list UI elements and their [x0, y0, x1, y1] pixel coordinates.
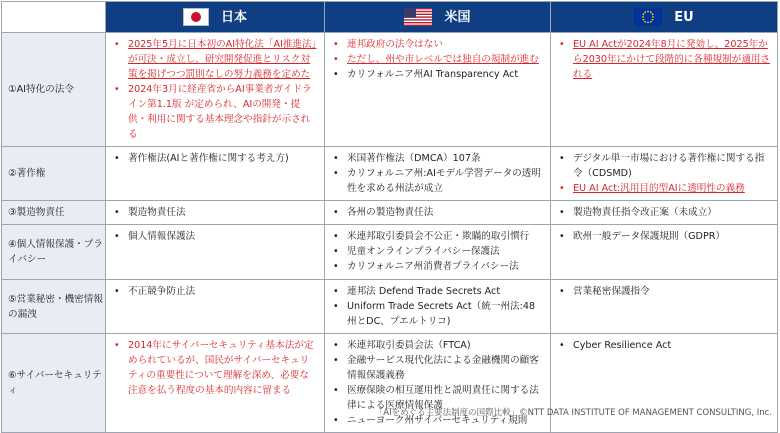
list-item [559, 229, 771, 244]
cell-us [325, 147, 551, 201]
cell-eu [551, 33, 778, 147]
list-item [114, 338, 318, 398]
list-item-text: 米国著作権法（DMCA）107条 [347, 153, 481, 164]
cell-jp [106, 280, 325, 334]
list-item-text: 営業秘密保護指令 [573, 286, 650, 297]
list-item-text: デジタル単一市場における著作権に関する指令（CDSMD) [573, 153, 765, 179]
list-item-text: カリフォルニア州:AIモデル学習データの透明性を求める州法が成立 [347, 168, 541, 194]
list-item-text: 連邦政府の法令はない [347, 39, 443, 50]
row-label: ②著作権 [2, 147, 106, 201]
list-item-text: 米連邦取引委員会不公正・欺瞞的取引慣行 [347, 231, 530, 242]
list-item [333, 229, 544, 244]
list-item [114, 37, 318, 82]
bullet-list [551, 225, 777, 248]
list-item [333, 205, 544, 220]
list-item [114, 229, 318, 244]
table-row [2, 147, 778, 201]
header-eu [551, 2, 778, 33]
list-item [114, 284, 318, 299]
list-item [333, 353, 544, 383]
list-item-text: 児童オンラインプライバシー保護法 [347, 246, 500, 257]
bullet-list [551, 334, 777, 357]
list-item [333, 284, 544, 299]
bullet-list [325, 147, 550, 200]
list-item [333, 52, 544, 67]
cell-jp [106, 201, 325, 225]
list-item [333, 338, 544, 353]
header-corner [2, 2, 106, 33]
table-row [2, 201, 778, 225]
header-usa-label: 米国 [444, 9, 471, 25]
list-item [559, 284, 771, 299]
bullet-list [106, 33, 324, 146]
list-item [114, 151, 318, 166]
list-item [333, 67, 544, 82]
list-item-text: Cyber Resilience Act [573, 340, 672, 351]
header-usa [325, 2, 551, 33]
list-item-text: 各州の製造物責任法 [347, 207, 434, 218]
list-item-text: EU AI Act:汎用目的型AIに透明性の義務 [573, 183, 745, 194]
table-row [2, 225, 778, 280]
cell-eu [551, 147, 778, 201]
table-row [2, 280, 778, 334]
bullet-list [106, 201, 324, 224]
list-item [333, 244, 544, 259]
bullet-list [325, 201, 550, 224]
list-item [114, 205, 318, 220]
list-item-text: 不正競争防止法 [128, 286, 196, 297]
cell-eu [551, 201, 778, 225]
list-item [333, 37, 544, 52]
list-item-text: 個人情報保護法 [128, 231, 196, 242]
bullet-list [106, 280, 324, 303]
japan-flag-icon [183, 8, 209, 26]
cell-us [325, 280, 551, 334]
row-label: ①AI特化の法令 [2, 33, 106, 147]
list-item [333, 166, 544, 196]
row-label: ③製造物責任 [2, 201, 106, 225]
usa-flag-icon [404, 8, 432, 26]
cell-eu [551, 280, 778, 334]
bullet-list [551, 201, 777, 224]
list-item-text: 連邦法 Defend Trade Secrets Act [347, 286, 501, 297]
header-japan [106, 2, 325, 33]
bullet-list [551, 147, 777, 200]
list-item-text: 製造物責任指令改正案（未成立） [573, 207, 717, 218]
table-row [2, 33, 778, 147]
list-item [559, 37, 771, 82]
cell-jp [106, 147, 325, 201]
header-eu-label: EU [674, 9, 694, 25]
list-item-text: カリフォルニア州消費者プライバシー法 [347, 261, 519, 272]
bullet-list [325, 33, 550, 86]
list-item-text: 2025年5月に日本初のAI特化法「AI推進法」が可決・成立し、研究開発促進とリスク対策を掲げつつ罰則なしの努力義務を定めた [128, 39, 317, 80]
cell-eu [551, 225, 778, 280]
cell-us [325, 225, 551, 280]
eu-flag-icon [634, 8, 662, 26]
list-item [333, 259, 544, 274]
header-japan-label: 日本 [220, 9, 247, 25]
list-item [114, 82, 318, 142]
cell-jp [106, 33, 325, 147]
list-item-text: カリフォルニア州AI Transparency Act [347, 69, 519, 80]
cell-us [325, 201, 551, 225]
list-item-text: 著作権法(AIと著作権に関する考え方) [128, 153, 289, 164]
list-item-text: 医療保険の相互運用性と説明責任に関する法律による医療情報保護 [347, 385, 539, 411]
list-item-text: EU AI Actが2024年8月に発効し、2025年から2030年にかけて段階的に各種規制が適用される [573, 39, 771, 80]
copyright-footer: 「AIをめぐる主要法制度の国際比較」©NTT DATA INSTITUTE OF MANAGEMENT CONSULTING, Inc. [374, 408, 772, 418]
bullet-list [325, 280, 550, 333]
list-item [559, 181, 771, 196]
header-row [2, 2, 778, 33]
cell-jp [106, 225, 325, 280]
list-item-text: Uniform Trade Secrets Act（統一州法:48州とDC、プエルトリコ) [347, 301, 536, 327]
comparison-table [1, 1, 778, 433]
list-item [559, 151, 771, 181]
list-item [333, 299, 544, 329]
bullet-list [106, 147, 324, 170]
cell-jp [106, 334, 325, 433]
cell-us [325, 33, 551, 147]
list-item [559, 205, 771, 220]
list-item-text: 金融サービス現代化法による金融機関の顧客情報保護義務 [347, 355, 539, 381]
bullet-list [106, 225, 324, 248]
list-item [559, 338, 771, 353]
bullet-list [551, 280, 777, 303]
list-item-text: 2014年にサイバーセキュリティ基本法が定められているが、国民がサイバーセキュリティの重要性について理解を深め、必要な注意を払う程度の基本的内容に留まる [128, 340, 314, 396]
list-item [333, 151, 544, 166]
list-item-text: 2024年3月に経産省からAI事業者ガイドライン第1.1版 が定められ、AIの開発・提供・利用に関する基本理念や指針が示される [128, 84, 312, 140]
row-label: ⑥サイバーセキュリティ [2, 334, 106, 433]
list-item-text: ただし、州や市レベルでは独自の規制が進む [347, 54, 539, 65]
list-item-text: 製造物責任法 [128, 207, 186, 218]
bullet-list [551, 33, 777, 86]
row-label: ④個人情報保護・プライバシー [2, 225, 106, 280]
list-item-text: 欧州一般データ保護規則（GDPR） [573, 231, 725, 242]
list-item-text: 米連邦取引委員会法（FTCA) [347, 340, 471, 351]
row-label: ⑤営業秘密・機密情報の漏洩 [2, 280, 106, 334]
bullet-list [325, 225, 550, 278]
list-item-text: ニューヨーク州サイバーセキュリティ規則 [347, 415, 528, 426]
bullet-list [106, 334, 324, 402]
